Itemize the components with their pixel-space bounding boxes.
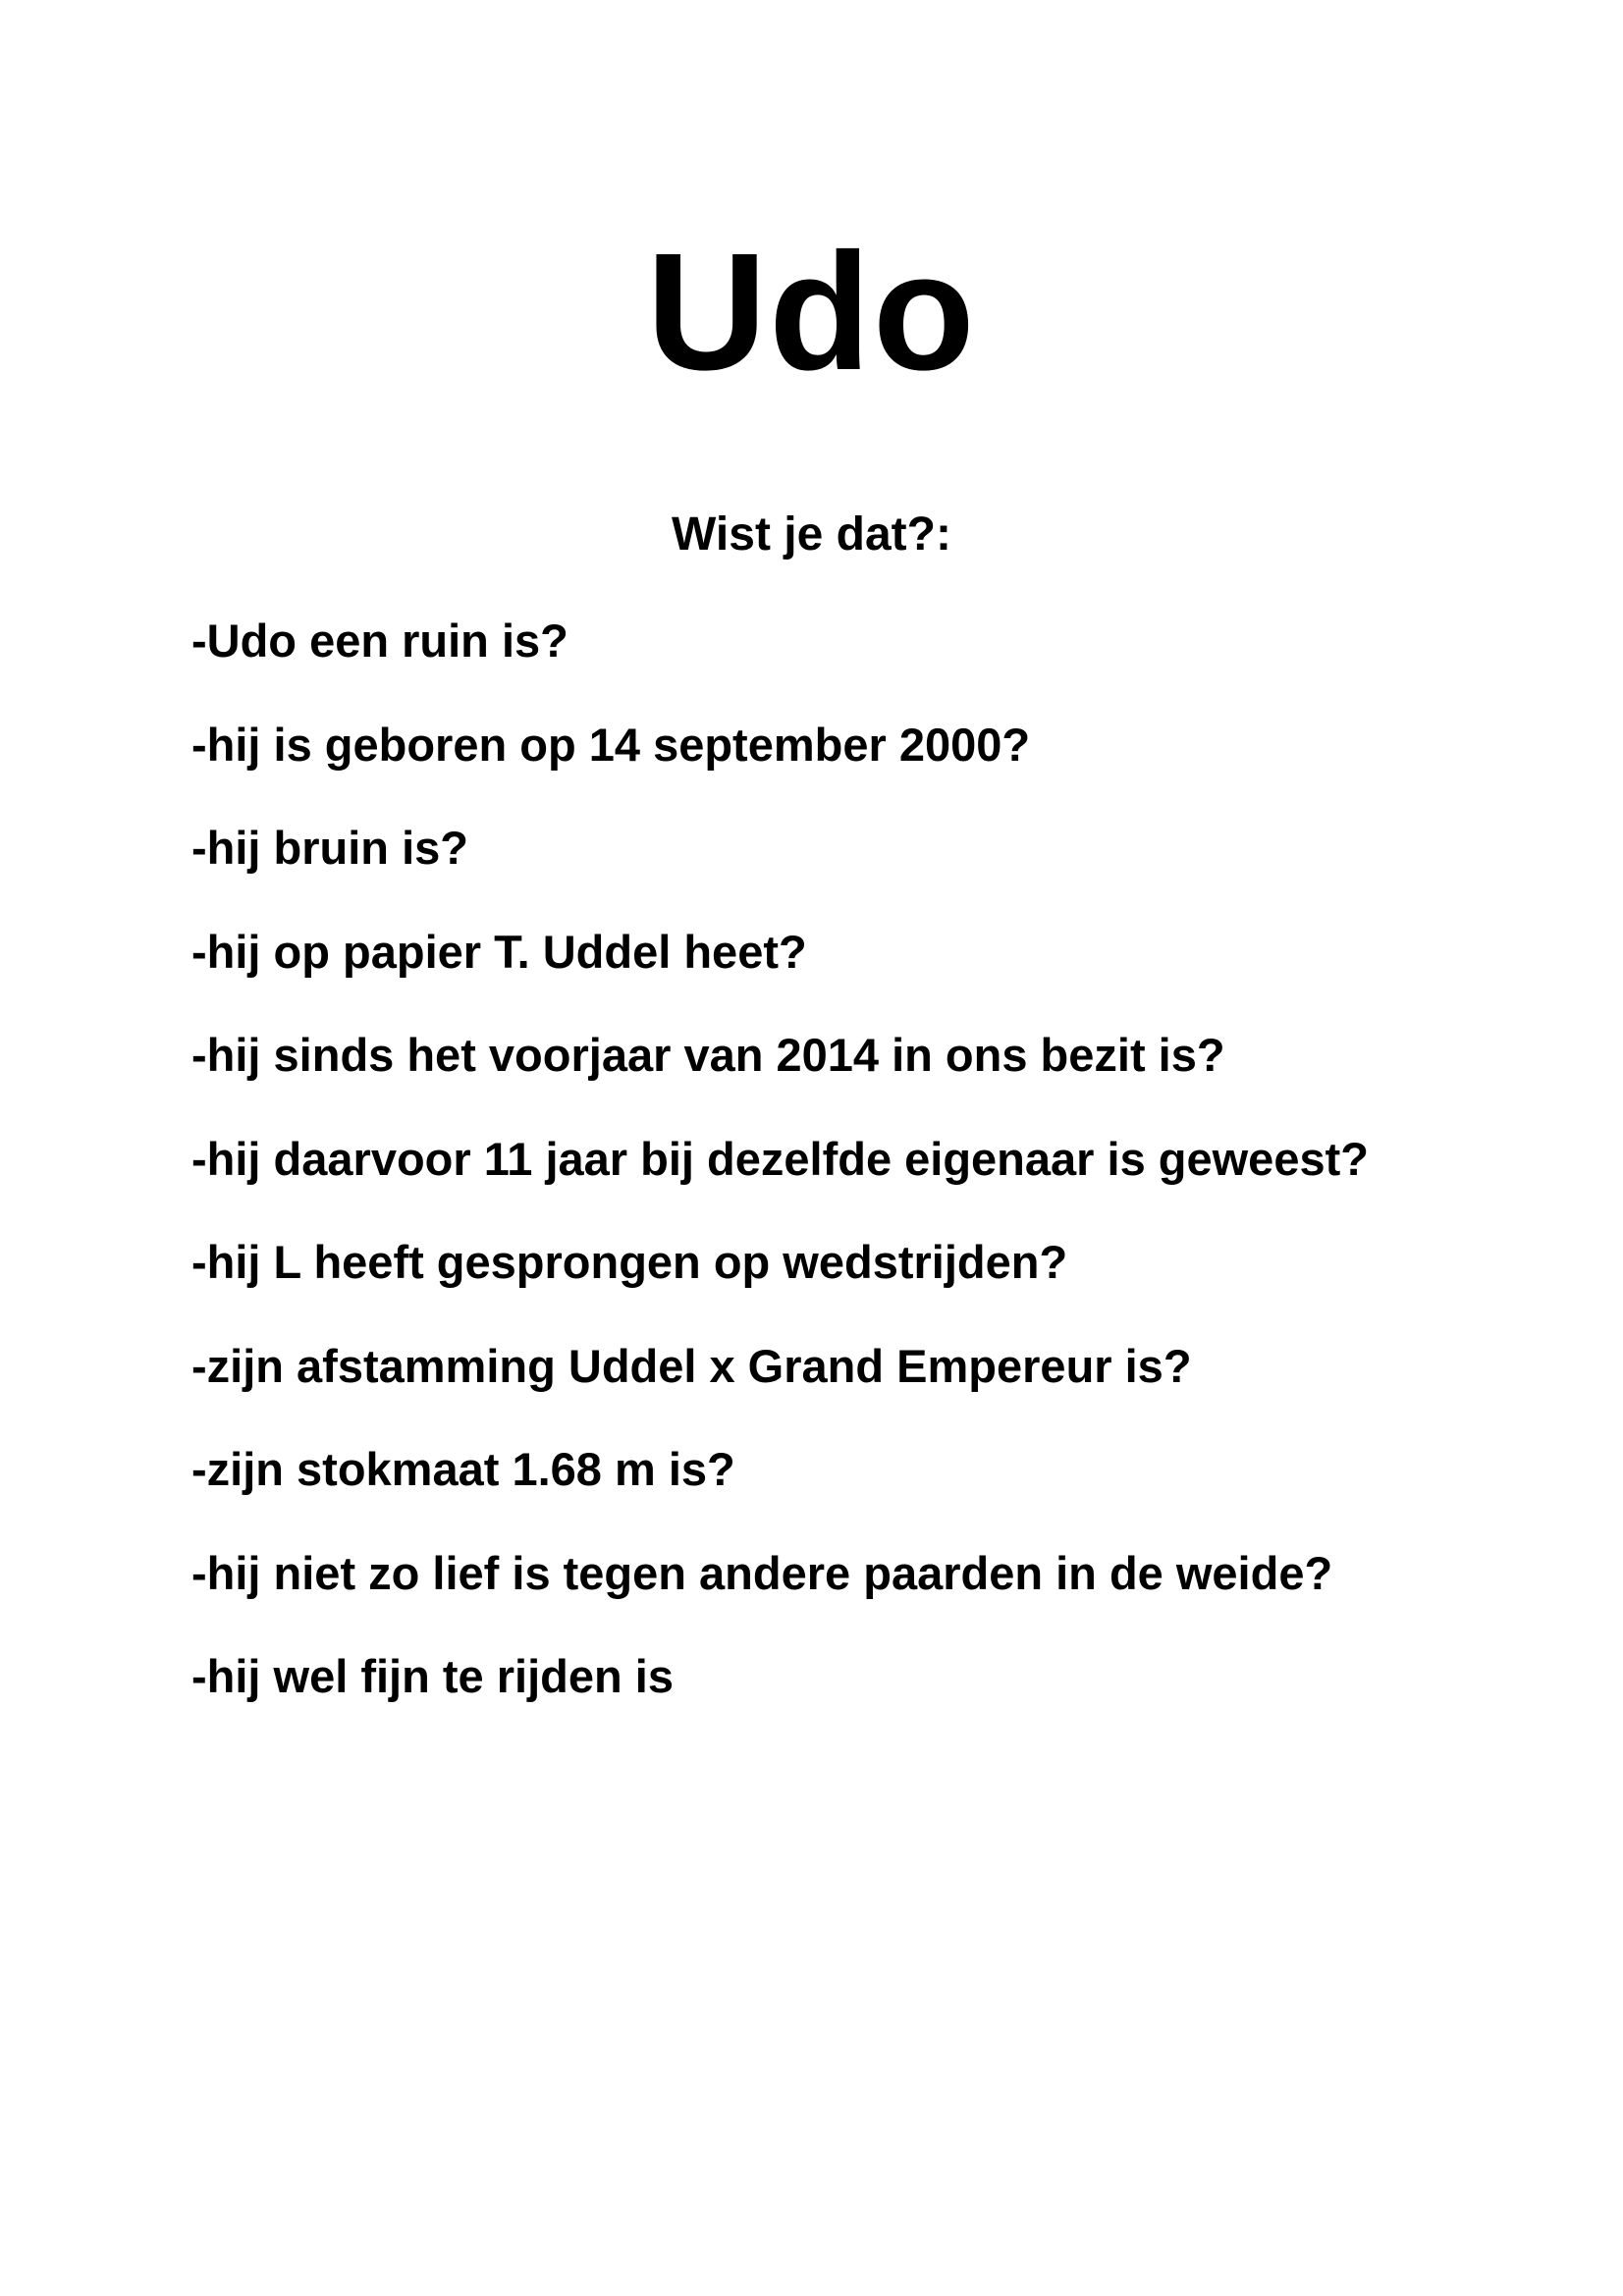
fact-item: -zijn stokmaat 1.68 m is? <box>191 1443 735 1495</box>
fact-item: -zijn afstamming Uddel x Grand Empereur is? <box>191 1339 1192 1392</box>
fact-item: -hij niet zo lief is tegen andere paarden in de weide? <box>191 1546 1333 1599</box>
facts-list <box>191 607 1586 1746</box>
fact-item: -hij is geboren op 14 september 2000? <box>191 718 1031 771</box>
page-title: Udo <box>646 219 977 405</box>
fact-item: -hij sinds het voorjaar van 2014 in ons bezit is? <box>191 1029 1225 1081</box>
fact-item: -Udo een ruin is? <box>191 614 568 667</box>
page-subtitle: Wist je dat?: <box>672 508 951 561</box>
fact-item: -hij op papier T. Uddel heet? <box>191 925 807 978</box>
fact-item: -hij daarvoor 11 jaar bij dezelfde eigenaar is geweest? <box>191 1132 1369 1185</box>
fact-item: -hij bruin is? <box>191 822 468 874</box>
fact-item: -hij L heeft gesprongen op wedstrijden? <box>191 1236 1068 1288</box>
fact-item: -hij wel fijn te rijden is <box>191 1650 674 1702</box>
